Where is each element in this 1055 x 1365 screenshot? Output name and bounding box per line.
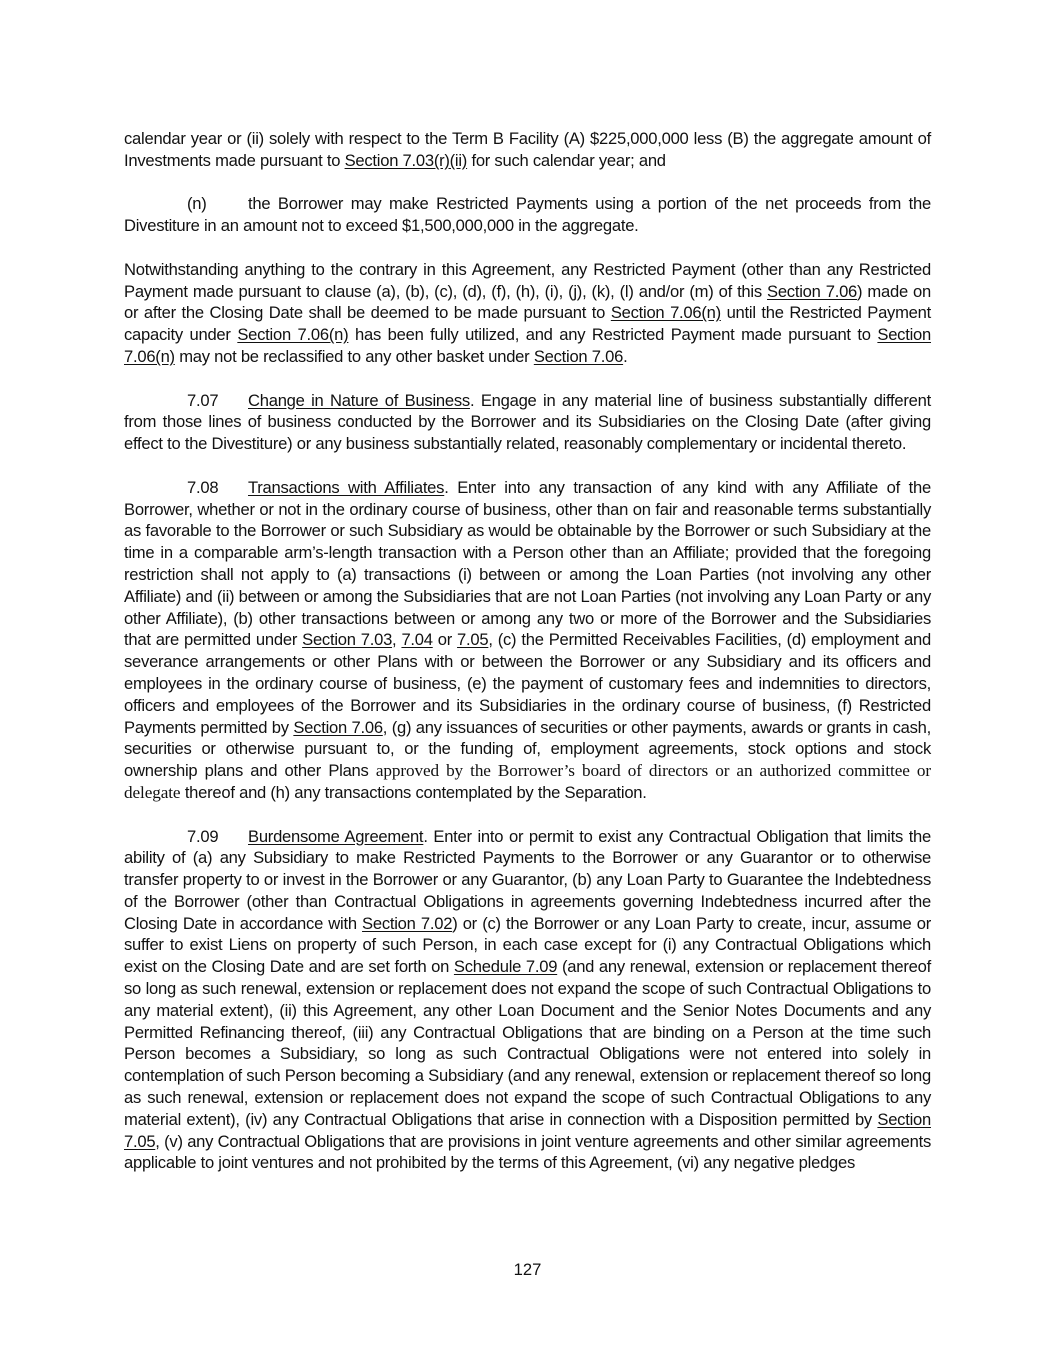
text-run: , [392,630,402,650]
text-run: , (c) the Permitted Receivables Facilities, (d) employment and severance arrangements or other Plans with or between the Borrower or any Subsidiary and its officers and employees in the ordinary course of business, (e) the payment of customary fees and indemnities to directors, officers and employees of the Borrower and its Subsidiaries in the ordinary course of business, (f) Restricted Payments permitted by [124,630,931,737]
paragraph-continuation [124,128,931,172]
clause-label: (n) [187,194,207,214]
page-number: 127 [513,1260,542,1279]
text-run: ) made on or after the Closing Date shall be deemed to be made pursuant to [124,281,931,323]
text-run: . Enter into or permit to exist any Contractual Obligation that limits the ability of (a) any Subsidiary to make Restricted Payments to the Borrower or any Guarantor or to otherwise transfer property to or invest in the Borrower or any Guarantor, (b) any Loan Party to Guarantee the Indebtedness of the Borrower (other than Contractual Obligations in agreements governing Indebtedness incurred after the Closing Date in accordance with [124,826,932,933]
section-reference: Section 7.02 [362,913,453,933]
section-reference: 7.05 [457,630,489,650]
text-run: (and any renewal, extension or replacement thereof so long as such renewal, extension or replacement does not expand the scope of such Contractual Obligations to any material extent), (ii) this Agreement, any other Loan Document and the Senior Notes Documents and any Permitted Refinancing thereof, (iii) any Contractual Obligations that are binding on a Person at the time such Person becomes a Subsidiary, so long as such Contractual Obligations were not entered into solely in contemplation of such Person becoming a Subsidiary (and any renewal, extension or replacement thereof so long as such renewal, extension or replacement does not expand the scope of such Contractual Obligations to any material extent), (iv) any Contractual Obligations that arise in connection with a Disposition permitted by [124,957,931,1129]
section-heading: Change in Nature of Business [248,390,470,410]
page-body [124,124,931,1196]
text-run-serif: approved by the Borrower’s board of directors or an authorized committee or delegate [124,761,931,802]
section-number: 7.07 [187,390,219,410]
section-7-08 [124,477,931,804]
text-run: ) or (c) the Borrower or any Loan Party to create, incur, assume or suffer to exist Liens on property of such Person, in each case except for (i) any Contractual Obligations which exist on the Closing Date and are set forth on [124,913,932,977]
text-run: . [623,346,628,366]
text-run: , (v) any Contractual Obligations that are provisions in joint venture agreements and other similar agreements applicable to joint ventures and not prohibited by the terms of this Agreement, (vi) any negative pledges [124,1131,931,1173]
text-run: , (g) any issuances of securities or other payments, awards or grants in cash, securities or otherwise pursuant to, or the funding of, employment agreements, stock options and stock ownership plans and other Plans [124,717,931,781]
section-reference: Section 7.06 [293,717,383,737]
text-run: until the Restricted Payment capacity under [124,303,931,345]
text-run: Notwithstanding anything to the contrary in this Agreement, any Restricted Payment (other than any Restricted Payment made pursuant to clause (a), (b), (c), (d), (f), (h), (i), (j), (k), (l) and/or (m) of this [124,259,931,301]
text-run: the Borrower may make Restricted Payments using a portion of the net proceeds from the Divestiture in an amount not to exceed $1,500,000,000 in the aggregate. [124,194,931,236]
text-run: . Engage in any material line of business substantially different from those lines of business conducted by the Borrower and its Subsidiaries on the Closing Date (after giving effect to the Divestiture) or any business substantially related, reasonably complementary or incidental thereto. [124,390,931,454]
section-number: 7.08 [187,477,219,497]
text-run: thereof and (h) any transactions contemplated by the Separation. [180,782,647,802]
section-reference: Section 7.03(r)(ii) [344,150,468,170]
section-7-09 [124,826,931,1175]
section-reference: 7.04 [401,630,433,650]
section-7-07 [124,390,931,455]
schedule-reference: Schedule 7.09 [453,957,558,977]
text-run: calendar year or (ii) solely with respect to the Term B Facility (A) $225,000,000 less (B) the aggregate amount of Investments made pursuant to [124,129,931,170]
section-reference: Section 7.06 [767,281,858,301]
text-run: has been fully utilized, and any Restricted Payment made pursuant to [348,325,878,345]
section-heading: Burdensome Agreement [248,826,424,846]
section-reference: Section 7.03 [302,630,393,650]
text-run: or [432,630,458,650]
clause-n [124,193,931,237]
section-reference: Section 7.06(n) [610,303,721,323]
text-run: may not be reclassified to any other basket under [174,346,534,366]
paragraph-notwithstanding [124,259,931,368]
section-number: 7.09 [187,826,219,846]
section-reference: Section 7.05 [124,1109,931,1151]
section-heading: Transactions with Affiliates [248,477,445,497]
section-reference: Section 7.06(n) [124,325,931,366]
text-run: for such calendar year; and [467,150,666,170]
text-run: . Enter into any transaction of any kind with any Affiliate of the Borrower, whether or not in the ordinary course of business, other than on fair and reasonable terms substantially as favorable to the Borrower or such Subsidiary as would be obtainable by the Borrower or such Subsidiary at the time in a comparable arm’s-length transaction with a Person other than an Affiliate; provided that the foregoing restriction shall not apply to (a) transactions (i) between or among the Loan Parties (not involving any other Affiliate) and (ii) between or among the Subsidiaries that are not Loan Parties (not involving any Loan Party or any other Affiliate), (b) other transactions between or among any two or more of the Borrower and the Subsidiaries that are permitted under [124,477,931,650]
section-reference: Section 7.06 [533,346,624,366]
section-reference: Section 7.06(n) [237,325,349,345]
